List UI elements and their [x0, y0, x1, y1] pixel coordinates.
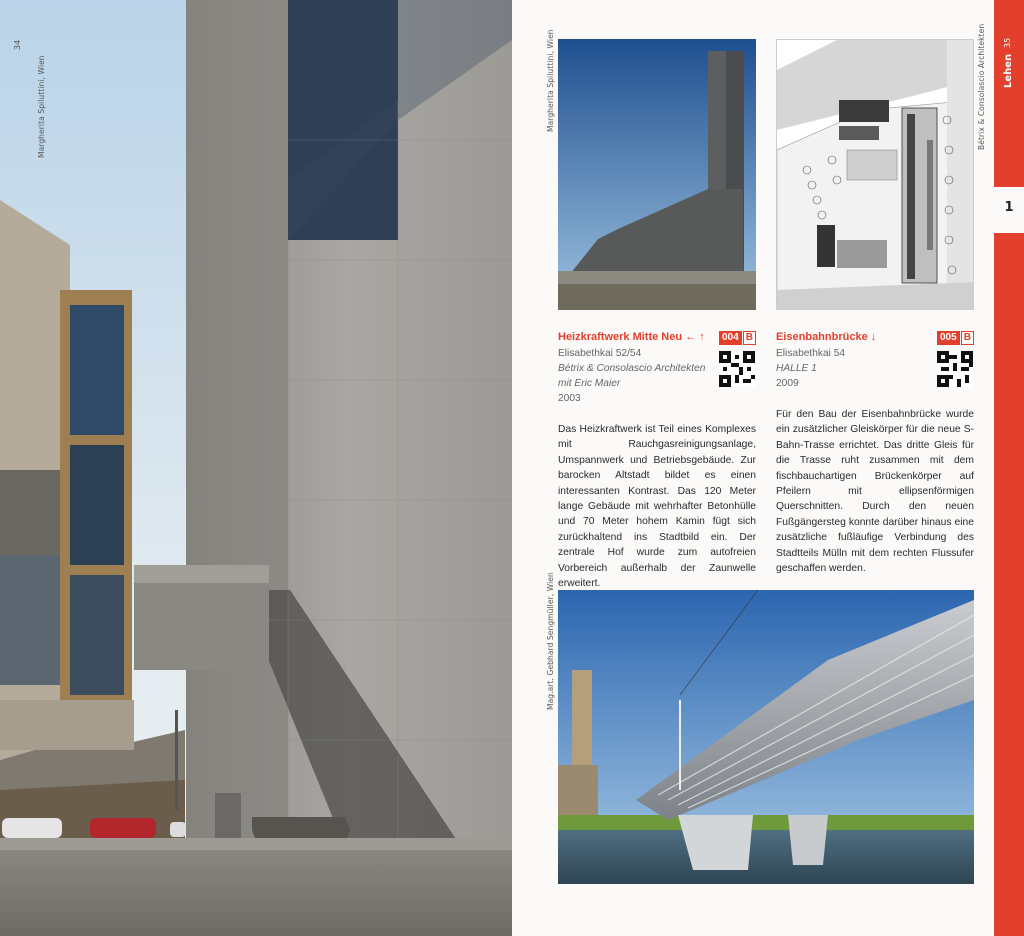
entry-2-badge [937, 331, 974, 345]
heating-plant-photo [558, 39, 756, 310]
entry-2-year: 2009 [776, 378, 799, 389]
right-page-number: 35 [1003, 37, 1012, 48]
entry-1-qr-code-icon[interactable] [719, 351, 755, 387]
entry-2-description: Für den Bau der Eisenbahnbrücke wurde ein zusätzlicher Gleiskörper für die neue S-Bahn-Trasse errichtet. Das dritte Gleis für die Trasse ruht zusammen mit dem fischbauchartigen Brückenkörper auf Pfeilern mit ellipsenförmigen Querschnitten. Durch den neuen Fußgängersteg konnte darüber hinaus eine zusätzliche fußläufige Verbindung des Stadtteils Mülln mit dem rechten Flussufer geschaffen werden. [776, 409, 974, 575]
entry-2-badge-number: 005 [937, 331, 960, 345]
entry-2-title-text: Eisenbahnbrücke [776, 331, 868, 343]
entry-1-architect-collaborator: mit Eric Maier [558, 378, 621, 389]
entry-2-badge-category: B [961, 331, 974, 345]
entry-1-badge-category: B [743, 331, 756, 345]
left-page-number: 34 [13, 39, 22, 50]
top-right-photo-credit: Bétrix & Consolascio Architekten [977, 23, 986, 150]
district-sidebar-strip [994, 0, 1024, 936]
entry-1-architect: Bétrix & Consolascio Architekten [558, 363, 706, 374]
entry-1-badge-number: 004 [719, 331, 742, 345]
entry-1-badge [719, 331, 756, 345]
entry-2-meta [776, 346, 845, 391]
entry-2-address: Elisabethkai 54 [776, 348, 846, 359]
entry-2-direction-arrows: ↓ [870, 331, 877, 343]
entry-1-meta [558, 346, 705, 406]
entry-1-direction-arrows: ← ↑ [685, 331, 705, 343]
left-photo-credit: Margherita Spiluttini, Wien [37, 55, 46, 158]
top-left-photo-credit-label: Margherita Spiluttini, Wien [546, 29, 555, 132]
site-plan-drawing [776, 39, 974, 310]
entry-1-description: Das Heizkraftwerk ist Teil eines Komplexes mit Rauchgasreinigungsanlage, Umspannwerk und Betriebsgebäude. Zur barocken Altstadt bildet es einen interessanten Kontrast. Das 120 Meter lange Gebäude mit wehrhafter Betonhülle und 70 Meter hohem Kamin fügt sich zurückhaltend ins Stadtbild ein. Der zentrale Hof wurde zum autofreien Vorbereich außerhalb der Zaunwelle erweitert. [558, 424, 756, 590]
railway-bridge-photo [558, 590, 974, 884]
entry-2-qr-code-icon[interactable] [937, 351, 973, 387]
district-tab-number: 1 [1004, 200, 1014, 215]
entry-1-address: Elisabethkai 52/54 [558, 348, 642, 359]
district-label: Lehen [1003, 53, 1014, 88]
entry-2-title [776, 331, 876, 343]
entry-1-title-text: Heizkraftwerk Mitte Neu [558, 331, 683, 343]
entry-1-title [558, 331, 705, 343]
bottom-photo-credit: Mag.art. Gebhard Sengmüller, Wien [546, 572, 555, 710]
entry-1-year: 2003 [558, 393, 581, 404]
entry-2-architect: HALLE 1 [776, 363, 817, 374]
